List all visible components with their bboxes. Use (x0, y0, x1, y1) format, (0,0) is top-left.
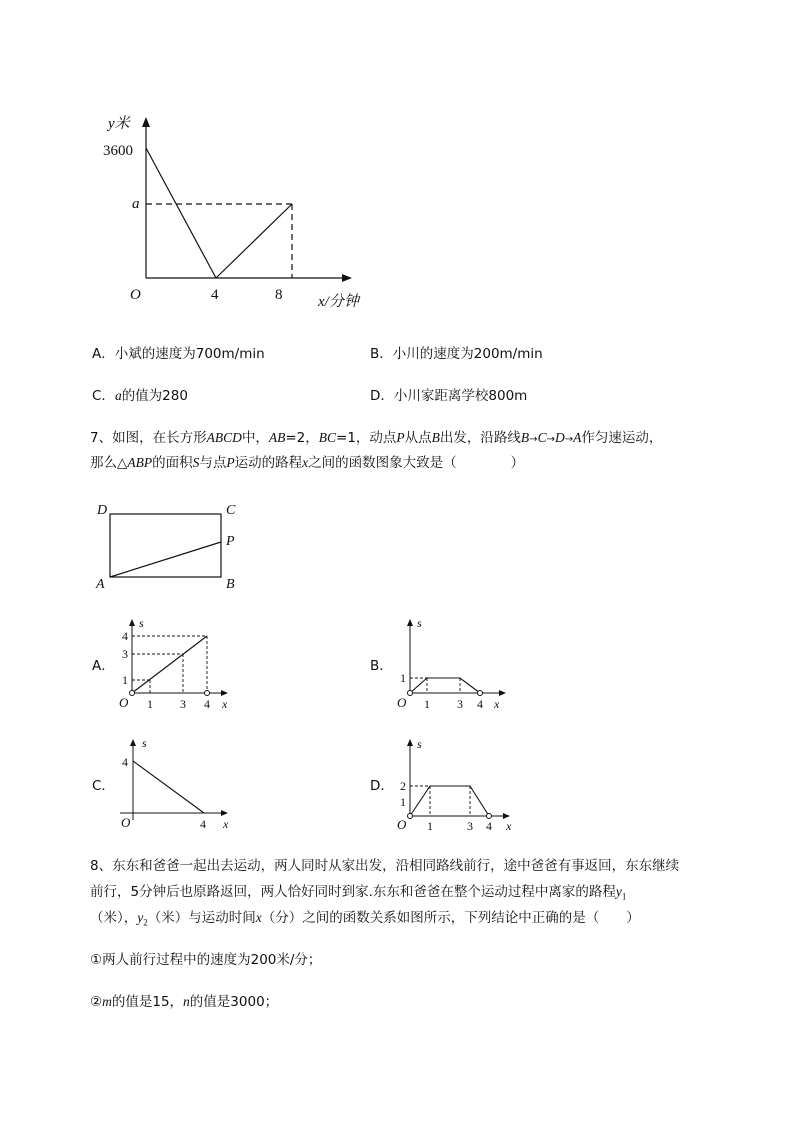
a-open-point (130, 691, 135, 696)
a-s-label: s (139, 616, 144, 630)
q7-var: BC (318, 430, 337, 445)
q6-x-tick-8: 8 (275, 287, 283, 303)
q7-var: P (226, 455, 235, 470)
q6-x-tick-4: 4 (211, 287, 219, 303)
q6-x-label: x/分钟 (318, 294, 359, 310)
q7-text: 中， (241, 430, 269, 446)
a-x-label: x (222, 697, 228, 711)
a-x-tick: 1 (147, 697, 153, 711)
q8-text: （米）， (90, 910, 138, 926)
q7-number: 7、 (90, 430, 113, 446)
a-x-tick: 3 (180, 697, 186, 711)
d-y-tick: 2 (400, 779, 406, 793)
segment-ap (110, 542, 221, 577)
q8-var-y2: y (137, 910, 144, 925)
d-graph-line (410, 786, 489, 816)
q6-y-tick-a: a (132, 196, 140, 212)
q7-option-b-graph[interactable] (390, 614, 515, 714)
q7-route-arrow: → (529, 434, 538, 445)
d-open-point (487, 814, 492, 819)
q7-option-d-graph[interactable] (390, 734, 520, 834)
d-x-label: x (506, 819, 512, 833)
q8-sub-1: 1 (621, 891, 627, 902)
rect-abcd (110, 514, 221, 577)
q7-var: ABCD (206, 430, 242, 445)
q6-graph (100, 108, 390, 318)
q7-route-point: D (554, 430, 565, 445)
q7-text: 之间的函数图象大致是（ ） (308, 455, 525, 471)
q6-option-a-text: 小斌的速度为700m/min (114, 346, 265, 362)
q7-route-arrow: → (546, 434, 555, 445)
q8-text: ② (90, 994, 103, 1010)
b-y-arrow (407, 619, 413, 626)
d-open-point (408, 814, 413, 819)
q8-conclusion-1 (90, 950, 321, 970)
c-graph-line (133, 761, 204, 813)
q8-var-y1: y (615, 884, 622, 899)
q7-text: 的面积 (152, 455, 193, 471)
a-open-point (205, 691, 210, 696)
c-x-tick: 4 (200, 817, 206, 831)
q7-text: 作匀速运动， (581, 430, 663, 446)
q7-option-c-graph[interactable] (112, 734, 237, 834)
q8-line-2 (90, 882, 626, 902)
q7-text: 运动的路程 (234, 455, 303, 471)
q6-option-d[interactable] (370, 386, 527, 406)
q8-line-3 (90, 908, 640, 928)
q7-var: ABP (127, 455, 153, 470)
b-graph-line (410, 678, 480, 693)
q7-var: B (431, 430, 440, 445)
q7-var: x (302, 455, 309, 470)
c-x-label: x (223, 817, 229, 831)
a-y-arrow (129, 619, 135, 626)
q6-y-tick-3600: 3600 (103, 143, 133, 159)
q6-option-c-text: 的值为280 (121, 388, 188, 404)
q7-text: 如图，在长方形 (112, 430, 207, 446)
q6-option-c[interactable] (92, 386, 188, 406)
q7-option-c-letter[interactable]: C． (92, 778, 115, 794)
q6-origin: O (130, 287, 141, 303)
a-origin: O (119, 695, 129, 710)
q8-text: 的值是3000； (189, 994, 279, 1010)
q7-text: =1，动点 (336, 430, 397, 446)
q7-route-point: B (520, 430, 530, 445)
q8-conclusion-2 (90, 992, 278, 1012)
q7-var: AB (268, 430, 286, 445)
label-b: B (226, 577, 235, 592)
b-s-label: s (417, 616, 422, 630)
c-y-arrow (130, 739, 136, 746)
q8-text: 的值是15， (111, 994, 184, 1010)
q7-route-point: C (537, 430, 547, 445)
d-s-label: s (417, 737, 422, 751)
d-y-arrow (407, 739, 413, 746)
d-x-tick: 3 (467, 819, 473, 833)
b-x-tick: 4 (477, 697, 483, 711)
q6-option-c-letter: C． (92, 388, 115, 404)
q7-text: 那么△ (90, 455, 128, 471)
q7-var: P (396, 430, 405, 445)
c-origin: O (121, 815, 131, 830)
b-x-tick: 1 (424, 697, 430, 711)
b-x-arrow (499, 690, 506, 696)
d-x-tick: 1 (427, 819, 433, 833)
a-x-arrow (221, 690, 228, 696)
q8-text: （分）之间的函数关系如图所示，下列结论中正确的是（ ） (261, 910, 640, 926)
d-x-tick: 4 (486, 819, 492, 833)
q6-option-a-letter: A． (92, 346, 115, 362)
q8-number: 8、 (90, 858, 113, 874)
b-x-label: x (494, 697, 500, 711)
b-open-point (478, 691, 483, 696)
label-c: C (226, 503, 236, 518)
q8-var-m: m (102, 994, 112, 1009)
d-y-tick: 1 (400, 795, 406, 809)
a-x-tick: 4 (204, 697, 210, 711)
q8-sub-2: 2 (143, 917, 148, 928)
q7-option-a-graph[interactable] (112, 614, 237, 714)
q7-option-b-letter[interactable]: B． (370, 658, 393, 674)
q7-text: 与点 (199, 455, 227, 471)
q8-text: 前行，5分钟后也原路返回，两人恰好同时到家.东东和爸爸在整个运动过程中离家的路程 (90, 884, 616, 900)
q6-option-b-text: 小川的速度为200m/min (392, 346, 543, 362)
q7-text: 出发，沿路线 (439, 430, 521, 446)
q7-route-point: A (573, 430, 582, 445)
label-a: A (96, 577, 105, 592)
q8-line-1 (90, 856, 679, 876)
b-open-point (408, 691, 413, 696)
q8-text: （米）与运动时间 (147, 910, 256, 926)
a-y-tick: 3 (122, 647, 128, 661)
q8-text: ①两人前行过程中的速度为200米/分； (90, 952, 322, 968)
label-d: D (97, 503, 108, 518)
q6-option-d-letter: D． (370, 388, 394, 404)
c-y-tick: 4 (122, 755, 128, 769)
b-x-tick: 3 (457, 697, 463, 711)
q7-option-d-letter[interactable]: D． (370, 778, 394, 794)
q7-line-1 (90, 428, 662, 450)
a-graph-line (132, 636, 207, 693)
d-origin: O (397, 817, 407, 832)
q6-option-a[interactable] (92, 344, 265, 364)
q6-graph-bg (100, 108, 390, 318)
a-y-tick: 1 (122, 673, 128, 687)
q7-route-arrow: → (564, 434, 574, 445)
b-y-tick: 1 (400, 671, 406, 685)
q7-text: 从点 (404, 430, 432, 446)
q6-option-b-letter: B． (370, 346, 393, 362)
q8-var-x: x (255, 910, 262, 925)
q7-var: S (192, 455, 200, 470)
b-origin: O (397, 695, 407, 710)
q7-line-2 (90, 453, 524, 473)
q7-rectangle-figure (90, 498, 250, 596)
c-x-arrow (221, 810, 228, 816)
q8-var-n: n (183, 994, 190, 1009)
q7-option-a-letter[interactable]: A． (92, 658, 115, 674)
q8-text: 东东和爸爸一起出去运动，两人同时从家出发，沿相同路线前行，途中爸爸有事返回，东东继续 (112, 858, 680, 874)
q6-option-b[interactable] (370, 344, 543, 364)
c-s-label: s (142, 736, 147, 750)
label-p: P (226, 534, 235, 549)
q6-option-c-var: a (114, 388, 122, 403)
q6-y-label: y米 (108, 116, 130, 132)
q6-option-d-text: 小川家距离学校800m (393, 388, 528, 404)
a-y-tick: 4 (122, 629, 128, 643)
q7-text: =2， (285, 430, 319, 446)
